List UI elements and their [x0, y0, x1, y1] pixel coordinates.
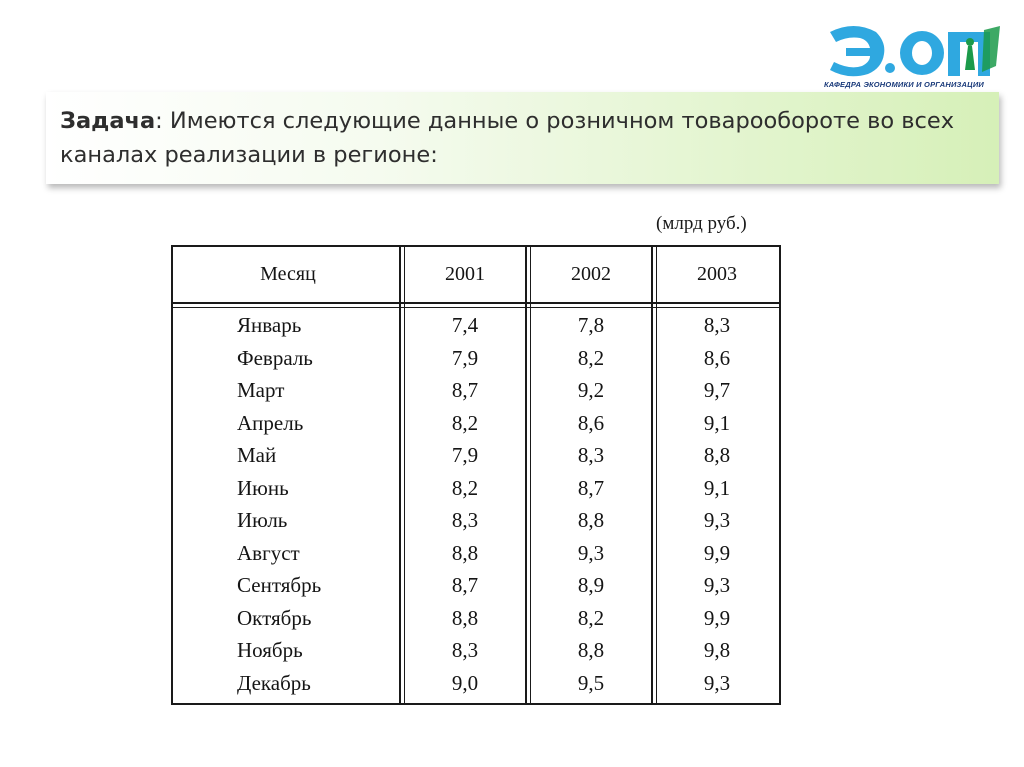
month-cell: Апрель [237, 410, 304, 435]
month-cell: Июль [237, 508, 288, 532]
value-cell-2002: 8,8 [577, 638, 605, 662]
month-cell: Май [237, 443, 277, 467]
table-row [173, 472, 779, 505]
value-cell-2002: 9,2 [577, 378, 605, 402]
value-cell-2002: 8,7 [577, 475, 605, 500]
value-cell-2003: 9,9 [703, 540, 731, 565]
value-cell-2003: 8,6 [703, 345, 731, 370]
value-cell-2003: 9,3 [703, 573, 731, 597]
units-label: (млрд руб.) [656, 213, 747, 234]
table-row [173, 602, 779, 635]
value-cell-2003: 9,7 [703, 378, 731, 402]
header-2002: 2002 [571, 263, 611, 285]
value-cell-2002: 7,8 [577, 313, 605, 337]
value-cell-2002: 9,3 [577, 540, 605, 565]
table-row [173, 439, 779, 472]
table-row [173, 634, 779, 667]
value-cell-2003: 9,9 [703, 605, 731, 630]
logo-caption-line1: КАФЕДРА ЭКОНОМИКИ И ОРГАНИЗАЦИИ [824, 80, 985, 89]
value-cell-2001: 8,7 [451, 378, 479, 402]
value-cell-2003: 9,3 [703, 670, 731, 695]
month-cell: Август [237, 540, 300, 565]
month-cell: Январь [237, 313, 302, 337]
value-cell-2001: 8,7 [451, 573, 479, 597]
value-cell-2003: 9,8 [703, 638, 731, 662]
value-cell-2001: 7,9 [451, 443, 479, 467]
value-cell-2001: 8,3 [451, 508, 479, 532]
value-cell-2001: 8,8 [451, 540, 479, 565]
value-cell-2003: 8,8 [703, 443, 731, 467]
table-row [173, 569, 779, 602]
value-cell-2001: 9,0 [451, 670, 479, 695]
value-cell-2002: 8,2 [577, 605, 605, 630]
sales-table [171, 245, 781, 705]
month-cell: Сентябрь [237, 573, 322, 597]
month-cell: Март [237, 378, 285, 402]
value-cell-2001: 8,2 [451, 410, 479, 435]
task-text: : Имеются следующие данные о розничном товарообороте во всех каналах реализации в регионе: [60, 108, 955, 168]
table-row [173, 342, 779, 375]
header-divider [173, 302, 779, 308]
task-label: Задача [60, 108, 156, 134]
value-cell-2002: 8,8 [577, 508, 605, 532]
month-cell: Ноябрь [237, 638, 303, 662]
table-row [173, 407, 779, 440]
table-row [173, 537, 779, 570]
table-row [173, 374, 779, 407]
month-cell: Февраль [237, 345, 313, 370]
value-cell-2002: 8,6 [577, 410, 605, 435]
value-cell-2002: 8,3 [577, 443, 605, 467]
value-cell-2003: 8,3 [703, 313, 731, 337]
value-cell-2003: 9,3 [703, 508, 731, 532]
table-row [173, 309, 779, 342]
task-statement [60, 104, 980, 172]
value-cell-2002: 8,9 [577, 573, 605, 597]
value-cell-2002: 8,2 [577, 345, 605, 370]
value-cell-2001: 8,8 [451, 605, 479, 630]
value-cell-2003: 9,1 [703, 475, 731, 500]
value-cell-2001: 7,9 [451, 345, 479, 370]
value-cell-2002: 9,5 [577, 670, 605, 695]
value-cell-2001: 8,3 [451, 638, 479, 662]
month-cell: Июнь [237, 475, 289, 500]
table-row [173, 504, 779, 537]
header-2001: 2001 [445, 263, 485, 285]
value-cell-2001: 8,2 [451, 475, 479, 500]
value-cell-2001: 7,4 [451, 313, 479, 337]
table-row [173, 667, 779, 700]
month-cell: Октябрь [237, 605, 312, 630]
month-cell: Декабрь [237, 670, 311, 695]
header-month: Месяц [260, 263, 316, 285]
value-cell-2003: 9,1 [703, 410, 731, 435]
header-2003: 2003 [697, 263, 737, 285]
task-banner [46, 92, 999, 184]
logo-emblem-icon [824, 22, 1004, 80]
